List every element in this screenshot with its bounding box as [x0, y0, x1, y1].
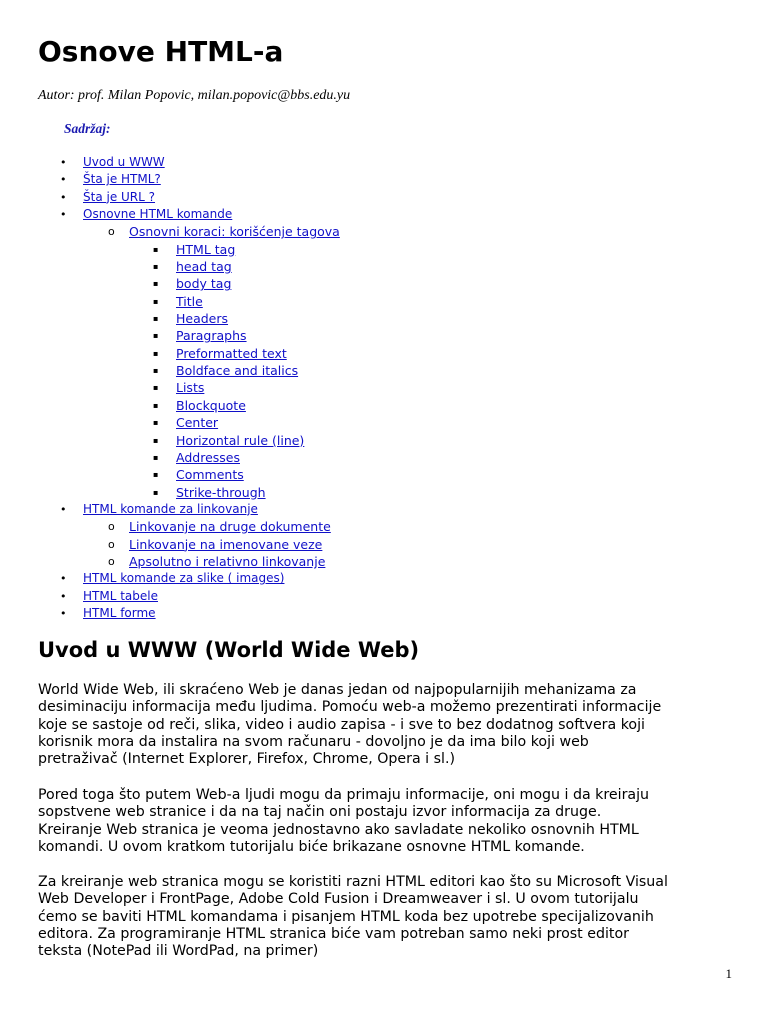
toc-item: [0, 414, 768, 431]
square-bullet-icon: ▪: [153, 470, 159, 480]
toc-link[interactable]: Osnovni koraci: korišćenje tagova: [129, 224, 340, 240]
toc-link[interactable]: Comments: [176, 467, 244, 483]
square-bullet-icon: ▪: [153, 262, 159, 272]
toc-link[interactable]: Blockquote: [176, 397, 246, 413]
toc-item: [0, 379, 768, 396]
circle-bullet-icon: o: [108, 537, 115, 551]
square-bullet-icon: ▪: [153, 383, 159, 393]
toc-link[interactable]: Lists: [176, 380, 205, 396]
bullet-icon: •: [60, 606, 67, 620]
circle-bullet-icon: o: [108, 520, 115, 534]
toc-item: [0, 241, 768, 258]
toc-item: [0, 327, 768, 344]
paragraph-2: Pored toga što putem Web-a ljudi mogu da primaju informacije, oni mogu i da kreiraju sopstvene web stranice i da na taj način oni postaju izvor informacija za druge. Kreiranje Web stranica je veoma jednostavno ako savladate nekoliko osnovnih HTML komandi. U ovom kratkom tutorijalu biće brikazane osnovne HTML komande.: [38, 787, 650, 855]
bullet-icon: •: [60, 589, 67, 603]
square-bullet-icon: ▪: [153, 314, 159, 324]
bullet-icon: •: [60, 208, 67, 222]
toc-link[interactable]: Boldface and italics: [176, 363, 299, 379]
toc-item: [0, 397, 768, 414]
toc-item: [0, 310, 768, 327]
toc-link[interactable]: HTML komande za slike ( images): [83, 571, 285, 586]
bullet-icon: •: [60, 502, 67, 516]
toc-link[interactable]: Addresses: [176, 449, 240, 465]
toc-item: [0, 588, 768, 605]
toc-link[interactable]: Title: [176, 293, 203, 309]
square-bullet-icon: ▪: [153, 244, 159, 254]
toc-item: [0, 501, 768, 518]
square-bullet-icon: ▪: [153, 452, 159, 462]
toc-link[interactable]: Horizontal rule (line): [176, 432, 305, 448]
toc-item: [0, 484, 768, 501]
square-bullet-icon: ▪: [153, 296, 159, 306]
toc-link[interactable]: Headers: [176, 311, 229, 327]
toc-link[interactable]: Strike-through: [176, 484, 266, 500]
section-heading: Uvod u WWW (World Wide Web): [38, 638, 420, 662]
paragraph-1: World Wide Web, ili skraćeno Web je danas jedan od najpopularnijih mehanizama za desiminaciju informacija među ljudima. Pomoću web-a možemo prezentirati informacije koje se sastoje od reči, slika, video i audio zapisa - i sve to bez dodatnog softvera koji korisnik mora da instalira na svom računaru - dovoljno je da ima bilo koji web pretraživač (Internet Explorer, Firefox, Chrome, Opera i sl.): [38, 682, 662, 768]
toc-link[interactable]: Linkovanje na imenovane veze: [129, 536, 323, 552]
toc-item: [0, 518, 768, 535]
toc-link[interactable]: body tag: [176, 276, 232, 292]
square-bullet-icon: ▪: [153, 418, 159, 428]
toc-link[interactable]: head tag: [176, 259, 232, 275]
toc-item: [0, 154, 768, 171]
toc-link[interactable]: Preformatted text: [176, 345, 287, 361]
bullet-icon: •: [60, 156, 67, 169]
toc-item: [0, 189, 768, 206]
toc-link[interactable]: Apsolutno i relativno linkovanje: [129, 553, 326, 569]
toc-item: [0, 605, 768, 622]
toc-heading: Sadržaj:: [64, 121, 111, 136]
toc-item: [0, 223, 768, 240]
bullet-icon: •: [60, 572, 67, 586]
toc-item: [0, 449, 768, 466]
circle-bullet-icon: o: [108, 225, 115, 239]
square-bullet-icon: ▪: [153, 366, 159, 376]
toc-item: [0, 553, 768, 570]
square-bullet-icon: ▪: [153, 435, 159, 445]
toc-link[interactable]: Uvod u WWW: [83, 155, 165, 169]
toc-item: [0, 275, 768, 292]
square-bullet-icon: ▪: [153, 348, 159, 358]
toc-item: [0, 362, 768, 379]
square-bullet-icon: ▪: [153, 487, 159, 497]
square-bullet-icon: ▪: [153, 331, 159, 341]
toc-link[interactable]: HTML tag: [176, 241, 236, 257]
toc-link[interactable]: Šta je URL ?: [83, 189, 156, 204]
page-number: 1: [725, 966, 732, 981]
bullet-icon: •: [60, 190, 67, 204]
paragraph-3: Za kreiranje web stranica mogu se koristiti razni HTML editori kao što su Microsoft Visual Web Developer i FrontPage, Adobe Cold Fusion i Dreamweaver i sl. U ovom tutorijalu ćemo se baviti HTML komandama i pisanjem HTML koda bez upotrebe specijalizovanih editora. Za programiranje HTML stranica biće vam potreban samo neki prost editor teksta (NotePad ili WordPad, na primer): [38, 874, 668, 960]
toc-item: [0, 345, 768, 362]
toc-item: [0, 536, 768, 553]
toc-item: [0, 258, 768, 275]
author-line: Autor: prof. Milan Popovic, milan.popovic@bbs.edu.yu: [38, 88, 351, 103]
toc-item: [0, 466, 768, 483]
toc-link[interactable]: Center: [176, 415, 219, 431]
circle-bullet-icon: o: [108, 554, 115, 568]
toc-link[interactable]: Paragraphs: [176, 328, 247, 344]
toc-link[interactable]: Osnovne HTML komande: [83, 207, 233, 222]
square-bullet-icon: ▪: [153, 400, 159, 410]
toc-item: [0, 432, 768, 449]
toc-item: [0, 293, 768, 310]
toc-link[interactable]: HTML komande za linkovanje: [83, 501, 258, 516]
toc-item: [0, 570, 768, 587]
bullet-icon: •: [60, 173, 67, 187]
toc-link[interactable]: Linkovanje na druge dokumente: [129, 519, 331, 535]
toc-link[interactable]: HTML tabele: [83, 588, 158, 603]
toc-link[interactable]: HTML forme: [83, 605, 156, 620]
table-of-contents: [0, 154, 768, 622]
toc-link[interactable]: Šta je HTML?: [83, 172, 161, 187]
square-bullet-icon: ▪: [153, 279, 159, 289]
toc-item: [0, 171, 768, 188]
toc-item: [0, 206, 768, 223]
page-title: Osnove HTML-a: [38, 35, 284, 68]
